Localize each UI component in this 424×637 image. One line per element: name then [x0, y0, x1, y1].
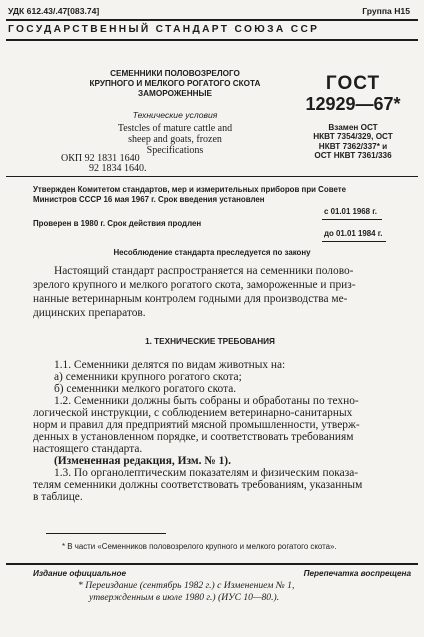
header-bottom-rule — [6, 39, 418, 41]
gost-number: 12929—67* — [305, 94, 401, 114]
intro-line-3: нанные ветеринарным контролем годными для производства ме- — [33, 293, 348, 305]
p13-line-3: в таблице. — [33, 491, 83, 503]
amendment-note: (Измененная редакция, Изм. № 1). — [54, 455, 231, 467]
reissue-line-2: утвержденным в июле 1980 г.) (ИУС 10—80.). — [89, 592, 280, 603]
p13-line-1: 1.3. По органолептическим показателям и физическим показа- — [54, 467, 359, 479]
extended-date-underline — [322, 241, 386, 242]
standard-line: ГОСУДАРСТВЕННЫЙ СТАНДАРТ СОЮЗА ССР — [8, 24, 320, 35]
replaces-line-1: Взамен ОСТ — [328, 123, 378, 132]
title-line-2: КРУПНОГО И МЕЛКОГО РОГАТОГО СКОТА — [89, 79, 261, 88]
checked-line: Проверен в 1980 г. Срок действия продлен — [33, 219, 202, 228]
reissue-line-1: * Переиздание (сентябрь 1982 г.) с Изменением № 1, — [78, 580, 295, 591]
reprint-prohibited: Перепечатка воспрещена — [303, 569, 411, 578]
section-heading: 1. ТЕХНИЧЕСКИЕ ТРЕБОВАНИЯ — [145, 337, 275, 346]
english-title-line-1: Testcles of mature cattle and — [117, 123, 233, 134]
replaces-line-3: НКВТ 7362/337* и — [318, 142, 388, 151]
p12-line-3: норм и правил для предприятий мясной промышленности, утверж- — [33, 419, 360, 431]
p11-line-2: а) семенники крупного рогатого скота; — [54, 371, 242, 383]
group-code: Группа Н15 — [362, 6, 410, 16]
p12-line-1: 1.2. Семенники должны быть собраны и обработаны по техно- — [54, 395, 359, 407]
footnote: * В части «Семенников половозрелого крупного и мелкого рогатого скота». — [62, 542, 337, 551]
intro-line-1: Настоящий стандарт распространяется на семенники полово- — [54, 265, 354, 277]
english-title-line-2: sheep and goats, frozen — [128, 134, 222, 145]
replaces-line-4: ОСТ НКВТ 7361/336 — [314, 151, 392, 160]
udk-code: УДК 612.43/.47[083.74] — [8, 6, 100, 16]
p11-line-3: б) семенники мелкого рогатого скота. — [54, 383, 237, 395]
p12-line-5: настоящего стандарта. — [33, 443, 143, 455]
p11-line-1: 1.1. Семенники делятся по видам животных на: — [54, 359, 286, 371]
extended-date: до 01.01 1984 г. — [324, 229, 383, 238]
gost-label: ГОСТ — [325, 73, 381, 94]
okp-code-2: 92 1834 1640. — [89, 163, 147, 174]
english-title-line-3: Specifications — [146, 145, 204, 156]
p12-line-2: логической инструкции, с соблюдением ветеринарно-санитарных — [33, 407, 353, 419]
official-edition: Издание официальное — [33, 569, 126, 578]
penalty-notice: Несоблюдение стандарта преследуется по закону — [113, 248, 311, 257]
effective-date-underline — [322, 219, 382, 220]
header-top-rule — [6, 19, 418, 21]
intro-line-4: дицинских препаратов. — [33, 307, 146, 319]
footnote-rule — [46, 533, 166, 534]
approval-line-1: Утвержден Комитетом стандартов, мер и измерительных приборов при Совете — [33, 185, 346, 194]
title-line-3: ЗАМОРОЖЕННЫЕ — [137, 89, 212, 98]
p13-line-2: телям семенники должны соответствовать требованиям, указанным — [33, 479, 363, 491]
p12-line-4: денных в установленном порядке, и соответствовать требованиям — [33, 431, 354, 443]
intro-line-2: зрелого крупного и мелкого рогатого скота, замороженные и приз- — [33, 279, 356, 291]
title-bottom-rule — [6, 176, 418, 177]
effective-date: с 01.01 1968 г. — [324, 207, 377, 216]
spec-label: Технические условия — [132, 110, 218, 120]
title-line-1: СЕМЕННИКИ ПОЛОВОЗРЕЛОГО — [110, 69, 240, 78]
footer-rule — [6, 563, 418, 565]
okp-code-1: ОКП 92 1831 1640 — [61, 153, 140, 164]
replaces-line-2: НКВТ 7354/329, ОСТ — [313, 132, 393, 141]
approval-line-2: Министров СССР 16 мая 1967 г. Срок введения установлен — [33, 195, 265, 204]
